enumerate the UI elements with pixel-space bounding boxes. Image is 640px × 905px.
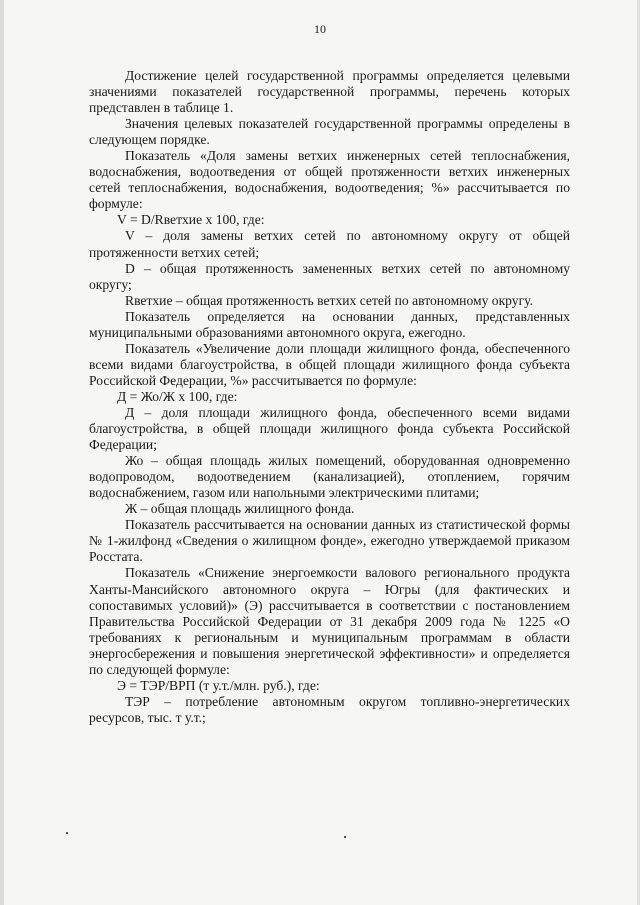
paragraph: Достижение целей государственной программы определяется целевыми значениями показателей государственной программы, перечень которых представлен в таблице 1. — [89, 68, 570, 116]
paragraph: D – общая протяженность замененных ветхих сетей по автономному округу; — [89, 260, 570, 292]
paragraph: Показатель определяется на основании данных, представленных муниципальными образованиями автономного округа, ежегодно. — [89, 308, 570, 340]
paragraph: ТЭР – потребление автономным округом топливно-энергетических ресурсов, тыс. т у.т.; — [89, 693, 570, 725]
paragraph: Жо – общая площадь жилых помещений, оборудованная одновременно водопроводом, водоотведением (канализацией), отоплением, горячим водоснабжением, газом или напольными электрическими плитами; — [89, 453, 570, 501]
scan-edge-left — [0, 0, 4, 905]
page-number: 10 — [314, 22, 326, 36]
formula: Д = Жо/Ж х 100, где: — [117, 388, 238, 404]
paragraph: Ж – общая площадь жилищного фонда. — [125, 501, 355, 517]
scan-speck — [66, 832, 68, 834]
formula: Э = ТЭР/ВРП (т у.т./млн. руб.), где: — [117, 677, 320, 693]
paragraph: V – доля замены ветхих сетей по автономному округу от общей протяженности ветхих сетей; — [89, 228, 570, 260]
scan-speck — [344, 836, 346, 838]
paragraph: Д – доля площади жилищного фонда, обеспеченного всеми видами благоустройства, в общей площади жилищного фонда субъекта Российской Федерации; — [89, 404, 570, 453]
paragraph: Rветхие – общая протяженность ветхих сетей по автономному округу. — [125, 292, 534, 308]
paragraph: Показатель «Снижение энергоемкости валового регионального продукта Ханты-Мансийского автономного округа – Югры (для фактических и сопоставимых условий)» (Э) рассчитывается в соответствии с постановлением Правительства Российской Федерации от 31 декабря 2009 года № 1225 «О требованиях к региональным и муниципальным программам в области энергосбережения и повышения энергетической эффективности» и определяется по следующей формуле: — [89, 565, 570, 677]
formula: V = D/Rветхие х 100, где: — [117, 212, 265, 228]
paragraph: Значения целевых показателей государственной программы определены в следующем порядке. — [89, 116, 570, 148]
paragraph: Показатель рассчитывается на основании данных из статистической формы № 1-жилфонд «Сведения о жилищном фонде», ежегодно утверждаемой приказом Росстата. — [89, 517, 570, 565]
paragraph: Показатель «Увеличение доли площади жилищного фонда, обеспеченного всеми видами благоустройства, в общей площади жилищного фонда субъекта Российской Федерации, %» рассчитывается по формуле: — [89, 340, 570, 388]
paragraph: Показатель «Доля замены ветхих инженерных сетей теплоснабжения, водоснабжения, водоотведения от общей протяженности ветхих инженерных сетей теплоснабжения, водоснабжения, водоотведения; %» рассчитывается по формуле: — [89, 148, 570, 212]
document-body — [89, 68, 570, 726]
